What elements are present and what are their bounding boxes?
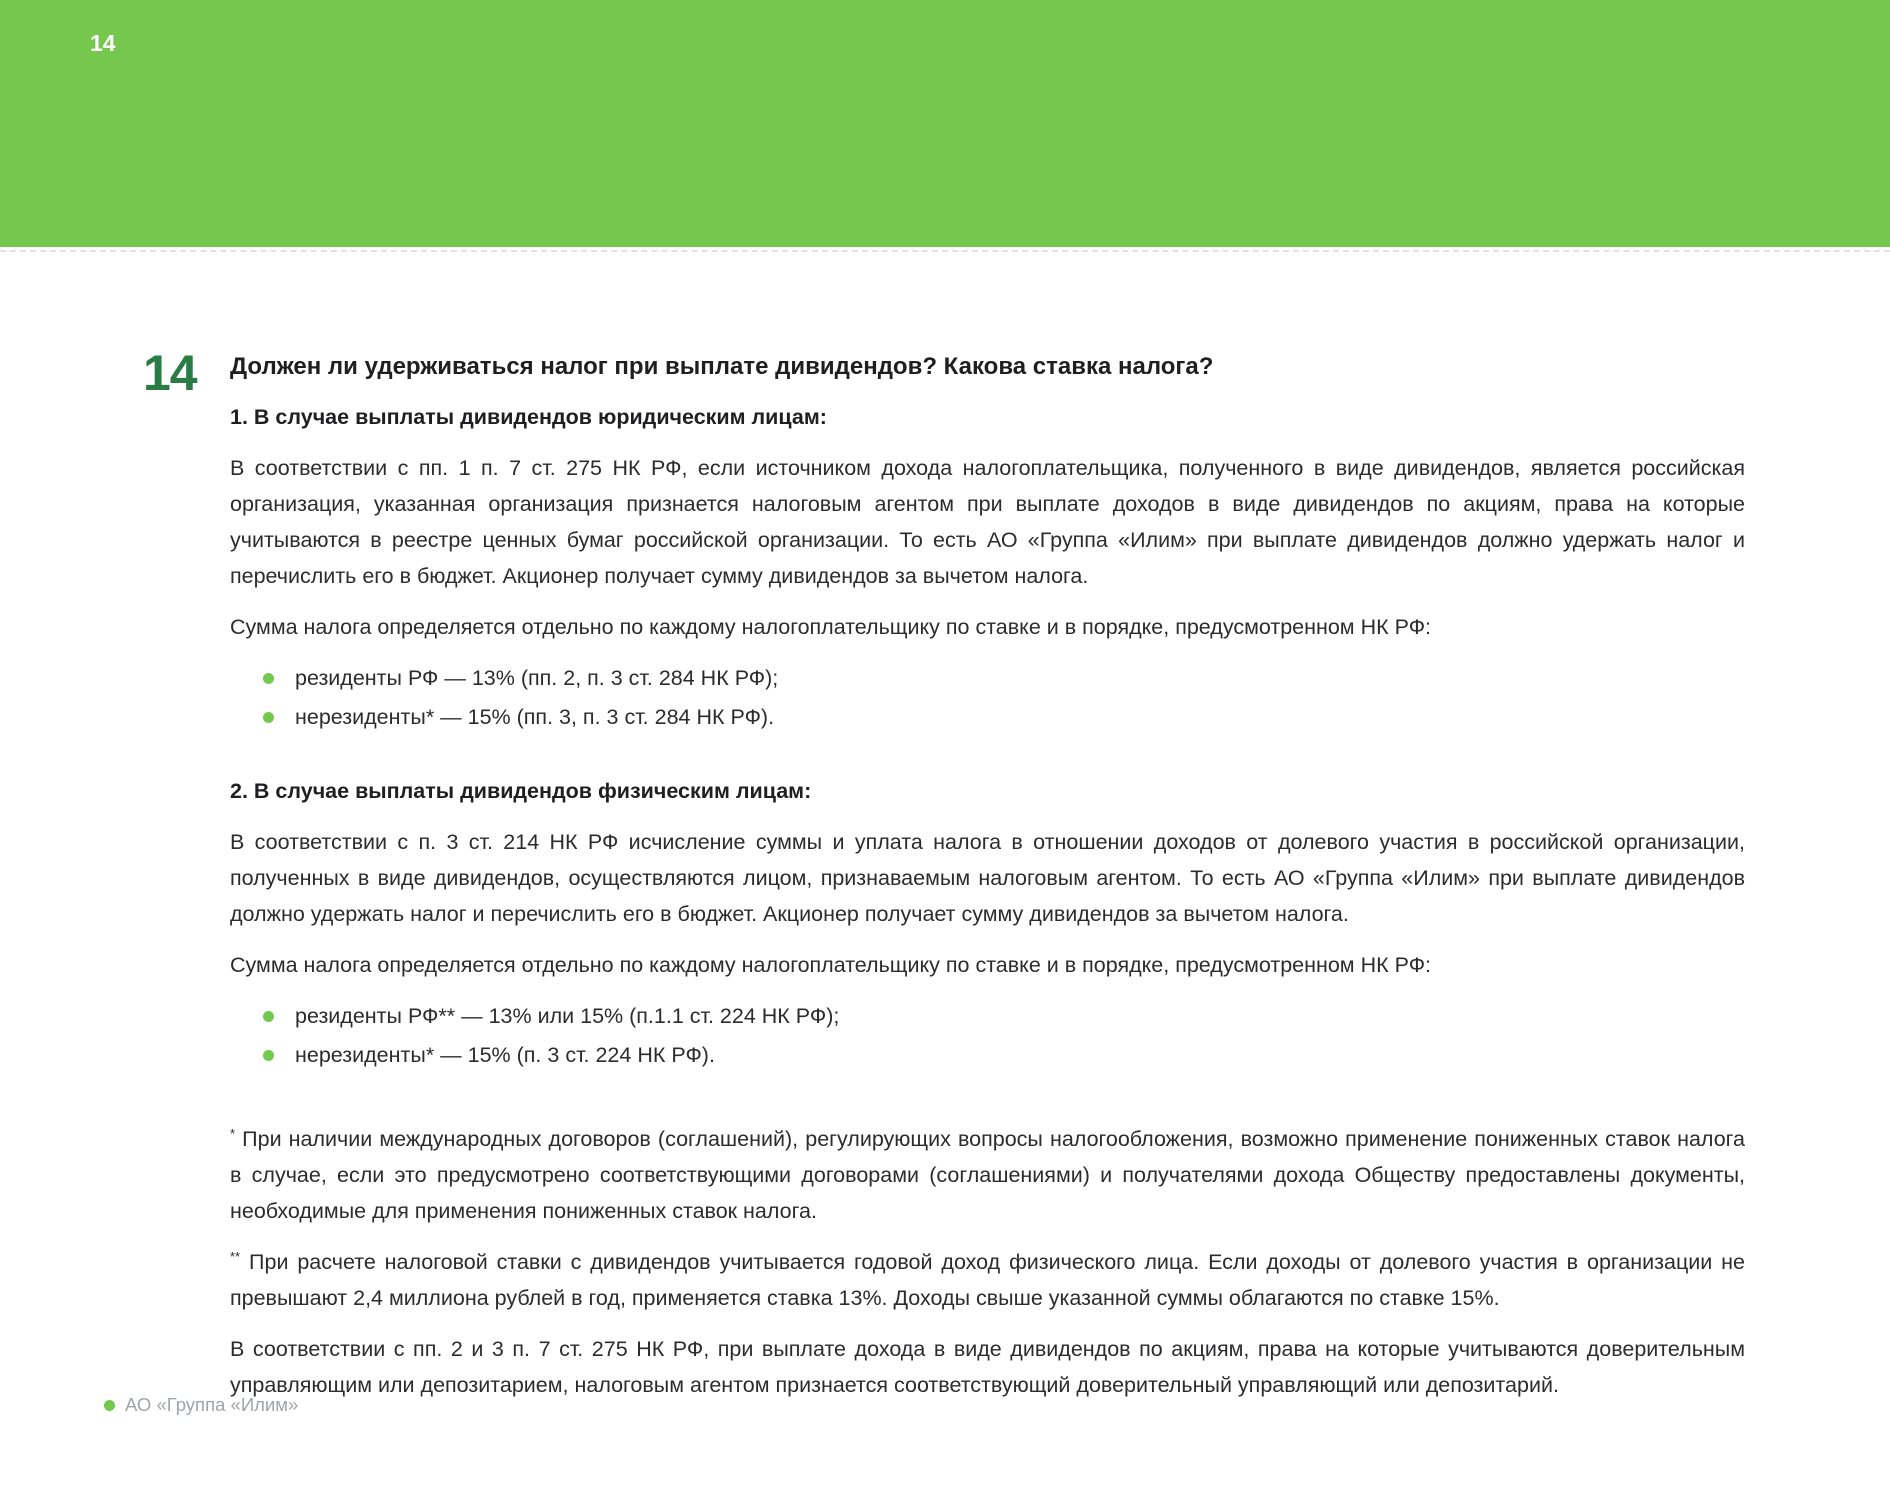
list-item-text: резиденты РФ — 13% (пп. 2, п. 3 ст. 284 НК РФ); <box>295 666 779 690</box>
section-2-paragraph: В соответствии с п. 3 ст. 214 НК РФ исчисление суммы и уплата налога в отношении доходов от долевого участия в российской организации, полученных в виде дивидендов, осуществляются лицом, признаваемым налоговым агентом. То есть АО «Группа «Илим» при выплате дивидендов должно удержать налог и перечислить его в бюджет. Акционер получает сумму дивидендов за вычетом налога. <box>230 830 1745 926</box>
list-item-text: нерезиденты* — 15% (п. 3 ст. 224 НК РФ). <box>295 1043 715 1067</box>
footnote-marker: ** <box>230 1248 241 1264</box>
list-item-text: нерезиденты* — 15% (пп. 3, п. 3 ст. 284 НК РФ). <box>295 705 775 729</box>
section-1-paragraph: В соответствии с пп. 1 п. 7 ст. 275 НК РФ, если источником дохода налогоплательщика, полученного в виде дивидендов, является российская организация, указанная организация признается налоговым агентом при выплате доходов в виде дивидендов по акциям, права на которые учитываются в реестре ценных бумаг российской организации. То есть АО «Группа «Илим» при выплате дивидендов должно удержать налог и перечислить его в бюджет. Акционер получает сумму дивидендов за вычетом налога. <box>230 456 1745 588</box>
section-1-heading: 1. В случае выплаты дивидендов юридическим лицам: <box>230 405 827 429</box>
page-footer <box>104 1394 298 1416</box>
bullet-icon <box>263 673 274 684</box>
section-1-bullet-list <box>230 660 1745 735</box>
question-title: Должен ли удерживаться налог при выплате дивидендов? Какова ставка налога? <box>230 353 1214 380</box>
footnote-text: При расчете налоговой ставки с дивидендов учитывается годовой доход физического лица. Если доходы от долевого участия в организации не превышают 2,4 миллиона рублей в год, применяется ставка 13%. Доходы свыше указанной суммы облагаются по ставке 15%. <box>230 1250 1745 1310</box>
list-item-text: резиденты РФ** — 13% или 15% (п.1.1 ст. 224 НК РФ); <box>295 1004 840 1028</box>
footnote-text: При наличии международных договоров (соглашений), регулирующих вопросы налогообложения, возможно применение пониженных ставок налога в случае, если это предусмотрено соответствующими договорами (соглашениями) и получателями дохода Обществу предоставлены документы, необходимые для применения пониженных ставок налога. <box>230 1127 1745 1223</box>
section-2-bullet-list <box>230 998 1745 1073</box>
footnotes-block <box>230 1121 1745 1403</box>
footnote <box>230 1121 1745 1229</box>
footnote-marker: * <box>230 1125 236 1141</box>
bullet-icon <box>263 1050 274 1061</box>
section-2-paragraph: Сумма налога определяется отдельно по каждому налогоплательщику по ставке и в порядке, предусмотренном НК РФ: <box>230 953 1432 977</box>
section-1-paragraph: Сумма налога определяется отдельно по каждому налогоплательщику по ставке и в порядке, предусмотренном НК РФ: <box>230 615 1432 639</box>
header-band <box>0 0 1890 247</box>
bullet-icon <box>263 712 274 723</box>
list-item <box>230 1037 1745 1073</box>
footnote <box>230 1244 1745 1316</box>
footer-company-name: АО «Группа «Илим» <box>125 1394 299 1415</box>
question-block <box>0 252 1890 1418</box>
list-item <box>230 998 1745 1034</box>
section-2-heading: 2. В случае выплаты дивидендов физическим лицам: <box>230 779 812 803</box>
list-item <box>230 660 1745 696</box>
header-page-number: 14 <box>90 30 116 56</box>
closing-paragraph: В соответствии с пп. 2 и 3 п. 7 ст. 275 НК РФ, при выплате дохода в виде дивидендов по акциям, права на которые учитываются доверительным управляющим или депозитарием, налоговым агентом признается соответствующий доверительный управляющий или депозитарий. <box>230 1337 1745 1397</box>
question-content <box>230 352 1745 1418</box>
bullet-icon <box>263 1011 274 1022</box>
footer-dot-icon <box>104 1400 115 1411</box>
list-item <box>230 699 1745 735</box>
question-number: 14 <box>143 345 197 401</box>
